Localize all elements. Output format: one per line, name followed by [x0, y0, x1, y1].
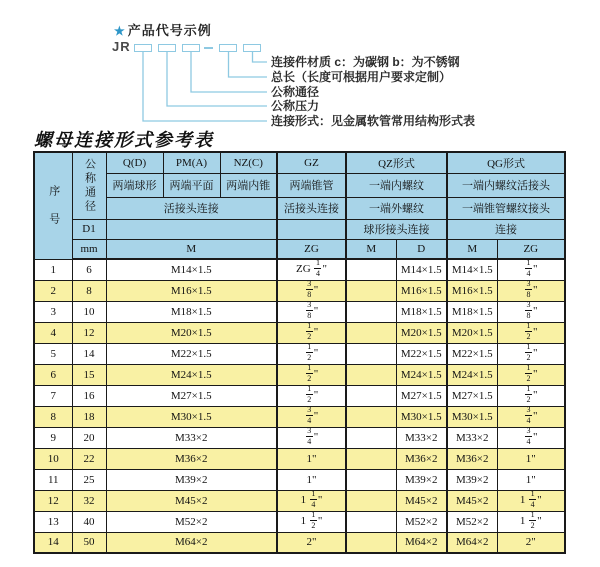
cell-seq: 5: [34, 343, 72, 364]
cell-m: M18×1.5: [106, 301, 277, 322]
cell-qg-m: M52×2: [447, 511, 497, 532]
cell-m: M20×1.5: [106, 322, 277, 343]
cell-qg-zg: $\frac{3}{4}$ ": [497, 406, 565, 427]
cell-qg-zg: 2": [497, 532, 565, 553]
cell-zg: $\frac{1}{2}$ ": [277, 364, 346, 385]
cell-qg-zg: $\frac{1}{2}$ ": [497, 364, 565, 385]
fraction: $\frac{1}{2}$: [311, 511, 316, 530]
fraction: $\frac{1}{2}$: [526, 364, 531, 383]
table-title: 螺母连接形式参考表: [34, 130, 214, 150]
cell-mm: 10: [72, 301, 106, 322]
code-label-material: 连接件材质 c：为碳钢 b：为不锈钢: [271, 55, 460, 69]
cell-qg-zg: 1 $\frac{1}{4}$ ": [497, 490, 565, 511]
cell-seq: 3: [34, 301, 72, 322]
cell-seq: 11: [34, 469, 72, 490]
cell-mm: 22: [72, 448, 106, 469]
cell-qg-zg: 1": [497, 448, 565, 469]
cell-m: M45×2: [106, 490, 277, 511]
header-conn-gz: 活接头连接: [277, 197, 346, 219]
cell-qz-m: [346, 406, 396, 427]
cell-qg-m: M24×1.5: [447, 364, 497, 385]
header-unit-qg-zg: ZG: [497, 239, 565, 259]
cell-qg-m: M14×1.5: [447, 259, 497, 280]
cell-qz-d: M39×2: [396, 469, 447, 490]
cell-qz-d: M16×1.5: [396, 280, 447, 301]
cell-m: M36×2: [106, 448, 277, 469]
cell-zg: 1 $\frac{1}{2}$ ": [277, 511, 346, 532]
header-unit-m: M: [106, 239, 277, 259]
cell-mm: 14: [72, 343, 106, 364]
header-form-qg: QG形式: [447, 152, 565, 173]
cell-seq: 13: [34, 511, 72, 532]
fraction: $\frac{1}{4}$: [530, 490, 535, 509]
table-row: [34, 280, 565, 301]
fraction: $\frac{1}{2}$: [307, 364, 312, 383]
code-prefix: JR: [112, 39, 131, 54]
code-label-pressure: 公称压力: [271, 99, 320, 113]
diagram-heading-text: 产品代号示例: [127, 23, 212, 38]
cell-m: M64×2: [106, 532, 277, 553]
fraction: $\frac{1}{2}$: [526, 385, 531, 404]
cell-qg-m: M16×1.5: [447, 280, 497, 301]
code-box-5: [243, 44, 261, 52]
cell-qz-d: M18×1.5: [396, 301, 447, 322]
header-ends-pma: 两端平面: [163, 173, 220, 197]
header-form-pma: PM(A): [163, 152, 220, 173]
header-conn-qg: 一端锥管螺纹接头: [447, 197, 565, 219]
cell-seq: 1: [34, 259, 72, 280]
cell-qg-zg: $\frac{1}{2}$ ": [497, 343, 565, 364]
star-icon: ★: [114, 24, 126, 38]
cell-qz-m: [346, 469, 396, 490]
cell-mm: 50: [72, 532, 106, 553]
header-ends-qz: 一端内螺纹: [346, 173, 447, 197]
cell-m: M27×1.5: [106, 385, 277, 406]
cell-zg: $\frac{3}{8}$ ": [277, 301, 346, 322]
cell-mm: 18: [72, 406, 106, 427]
header-ends-gz: 两端锥管: [277, 173, 346, 197]
cell-qg-m: M36×2: [447, 448, 497, 469]
diagram-heading: [114, 20, 212, 39]
cell-qz-d: M30×1.5: [396, 406, 447, 427]
cell-mm: 40: [72, 511, 106, 532]
fraction: $\frac{1}{2}$: [526, 322, 531, 341]
cell-mm: 12: [72, 322, 106, 343]
fraction: $\frac{3}{4}$: [307, 406, 312, 425]
header-dn-text: 公称通径: [83, 157, 96, 214]
cell-qz-m: [346, 301, 396, 322]
header-seq-text: 序号: [47, 184, 60, 241]
cell-qz-d: M64×2: [396, 532, 447, 553]
table-row: [34, 490, 565, 511]
cell-qz-m: [346, 322, 396, 343]
cell-qz-m: [346, 259, 396, 280]
cell-seq: 2: [34, 280, 72, 301]
cell-zg: $\frac{3}{8}$ ": [277, 280, 346, 301]
cell-qg-m: M39×2: [447, 469, 497, 490]
cell-qg-zg: $\frac{1}{2}$ ": [497, 385, 565, 406]
cell-m: M30×1.5: [106, 406, 277, 427]
header-ends-qg: 一端内螺纹活接头: [447, 173, 565, 197]
cell-qg-m: M45×2: [447, 490, 497, 511]
cell-qz-d: M20×1.5: [396, 322, 447, 343]
header-seq: [34, 152, 72, 259]
cell-qg-zg: 1 $\frac{1}{2}$ ": [497, 511, 565, 532]
table-row: [34, 427, 565, 448]
cell-qz-m: [346, 364, 396, 385]
cell-m: M33×2: [106, 427, 277, 448]
cell-m: M16×1.5: [106, 280, 277, 301]
header-unit-qg-m: M: [447, 239, 497, 259]
cell-qz-d: M36×2: [396, 448, 447, 469]
table-row: [34, 343, 565, 364]
cell-qz-d: M14×1.5: [396, 259, 447, 280]
cell-m: M39×2: [106, 469, 277, 490]
header-ball-joint-conn: 球形接头连接: [346, 219, 447, 239]
code-box-4: [219, 44, 237, 52]
cell-m: M22×1.5: [106, 343, 277, 364]
cell-qz-m: [346, 490, 396, 511]
header-conn-union: 活接头连接: [106, 197, 277, 219]
cell-seq: 9: [34, 427, 72, 448]
fraction: $\frac{1}{4}$: [315, 259, 320, 278]
header-blank-union: [106, 219, 277, 239]
header-unit-qz-d: D: [396, 239, 447, 259]
cell-qg-zg: $\frac{3}{4}$ ": [497, 427, 565, 448]
table-row: [34, 259, 565, 280]
fraction: $\frac{3}{8}$: [526, 280, 531, 299]
table-row: [34, 448, 565, 469]
table-row: [34, 406, 565, 427]
nut-connection-table: [33, 151, 566, 554]
table-row: [34, 322, 565, 343]
cell-seq: 7: [34, 385, 72, 406]
cell-qg-m: M33×2: [447, 427, 497, 448]
header-unit-qz-m: M: [346, 239, 396, 259]
cell-mm: 8: [72, 280, 106, 301]
cell-mm: 20: [72, 427, 106, 448]
fraction: $\frac{1}{4}$: [311, 490, 316, 509]
cell-mm: 16: [72, 385, 106, 406]
table-row: [34, 511, 565, 532]
cell-zg: $\frac{1}{2}$ ": [277, 322, 346, 343]
cell-seq: 4: [34, 322, 72, 343]
fraction: $\frac{1}{2}$: [307, 343, 312, 362]
cell-qz-m: [346, 448, 396, 469]
fraction: $\frac{1}{2}$: [530, 511, 535, 530]
table-header: [34, 152, 565, 259]
header-d1: D1: [72, 219, 106, 239]
cell-zg: 2": [277, 532, 346, 553]
header-blank-gz: [277, 219, 346, 239]
code-label-length: 总长（长度可根据用户要求定制）: [271, 70, 452, 84]
table-row: [34, 364, 565, 385]
header-form-gz: GZ: [277, 152, 346, 173]
cell-qg-zg: $\frac{3}{8}$ ": [497, 301, 565, 322]
table-row: [34, 301, 565, 322]
cell-qg-zg: $\frac{1}{2}$ ": [497, 322, 565, 343]
code-box-1: [134, 44, 152, 52]
header-form-nzc: NZ(C): [220, 152, 277, 173]
header-form-qd: Q(D): [106, 152, 163, 173]
fraction: $\frac{3}{4}$: [526, 406, 531, 425]
cell-qg-m: M27×1.5: [447, 385, 497, 406]
cell-qg-m: M22×1.5: [447, 343, 497, 364]
cell-qz-d: M22×1.5: [396, 343, 447, 364]
header-nominal-diameter: [72, 152, 106, 219]
cell-seq: 14: [34, 532, 72, 553]
cell-qz-m: [346, 511, 396, 532]
cell-seq: 12: [34, 490, 72, 511]
cell-zg: 1 $\frac{1}{4}$ ": [277, 490, 346, 511]
cell-qg-zg: $\frac{3}{8}$ ": [497, 280, 565, 301]
cell-zg: $\frac{3}{4}$ ": [277, 427, 346, 448]
header-ends-qd: 两端球形: [106, 173, 163, 197]
code-box-3: [182, 44, 200, 52]
cell-qz-m: [346, 532, 396, 553]
cell-mm: 25: [72, 469, 106, 490]
fraction: $\frac{1}{2}$: [307, 322, 312, 341]
cell-seq: 10: [34, 448, 72, 469]
cell-qz-d: M52×2: [396, 511, 447, 532]
header-form-qz: QZ形式: [346, 152, 447, 173]
fraction: $\frac{3}{4}$: [307, 427, 312, 446]
cell-qg-m: M64×2: [447, 532, 497, 553]
cell-seq: 8: [34, 406, 72, 427]
fraction: $\frac{1}{2}$: [526, 343, 531, 362]
fraction: $\frac{1}{4}$: [526, 259, 531, 278]
cell-m: M14×1.5: [106, 259, 277, 280]
header-ends-nzc: 两端内锥: [220, 173, 277, 197]
cell-zg: $\frac{3}{4}$ ": [277, 406, 346, 427]
cell-mm: 6: [72, 259, 106, 280]
cell-seq: 6: [34, 364, 72, 385]
header-conn-label: 连接: [447, 219, 565, 239]
cell-m: M24×1.5: [106, 364, 277, 385]
cell-zg: $\frac{1}{2}$ ": [277, 343, 346, 364]
code-dash: [204, 47, 213, 49]
table-row: [34, 385, 565, 406]
table-row: [34, 469, 565, 490]
cell-mm: 32: [72, 490, 106, 511]
cell-zg: $\frac{1}{2}$ ": [277, 385, 346, 406]
cell-mm: 15: [72, 364, 106, 385]
cell-qz-m: [346, 280, 396, 301]
header-conn-qz: 一端外螺纹: [346, 197, 447, 219]
cell-qg-zg: 1": [497, 469, 565, 490]
cell-zg: ZG $\frac{1}{4}$ ": [277, 259, 346, 280]
header-mm: mm: [72, 239, 106, 259]
cell-qg-zg: $\frac{1}{4}$ ": [497, 259, 565, 280]
cell-qz-d: M24×1.5: [396, 364, 447, 385]
cell-qz-d: M33×2: [396, 427, 447, 448]
fraction: $\frac{3}{4}$: [526, 427, 531, 446]
cell-qg-m: M30×1.5: [447, 406, 497, 427]
cell-qg-m: M18×1.5: [447, 301, 497, 322]
table-body: [34, 259, 565, 553]
cell-zg: 1": [277, 448, 346, 469]
cell-qg-m: M20×1.5: [447, 322, 497, 343]
cell-qz-d: M45×2: [396, 490, 447, 511]
cell-qz-m: [346, 343, 396, 364]
cell-zg: 1": [277, 469, 346, 490]
fraction: $\frac{3}{8}$: [307, 301, 312, 320]
fraction: $\frac{3}{8}$: [307, 280, 312, 299]
cell-qz-d: M27×1.5: [396, 385, 447, 406]
fraction: $\frac{3}{8}$: [526, 301, 531, 320]
header-unit-zg: ZG: [277, 239, 346, 259]
code-box-2: [158, 44, 176, 52]
cell-m: M52×2: [106, 511, 277, 532]
cell-qz-m: [346, 427, 396, 448]
fraction: $\frac{1}{2}$: [307, 385, 312, 404]
cell-qz-m: [346, 385, 396, 406]
table-row: [34, 532, 565, 553]
code-label-diameter: 公称通径: [271, 85, 320, 99]
code-label-conn-form: 连接形式：见金属软管常用结构形式表: [271, 114, 476, 128]
